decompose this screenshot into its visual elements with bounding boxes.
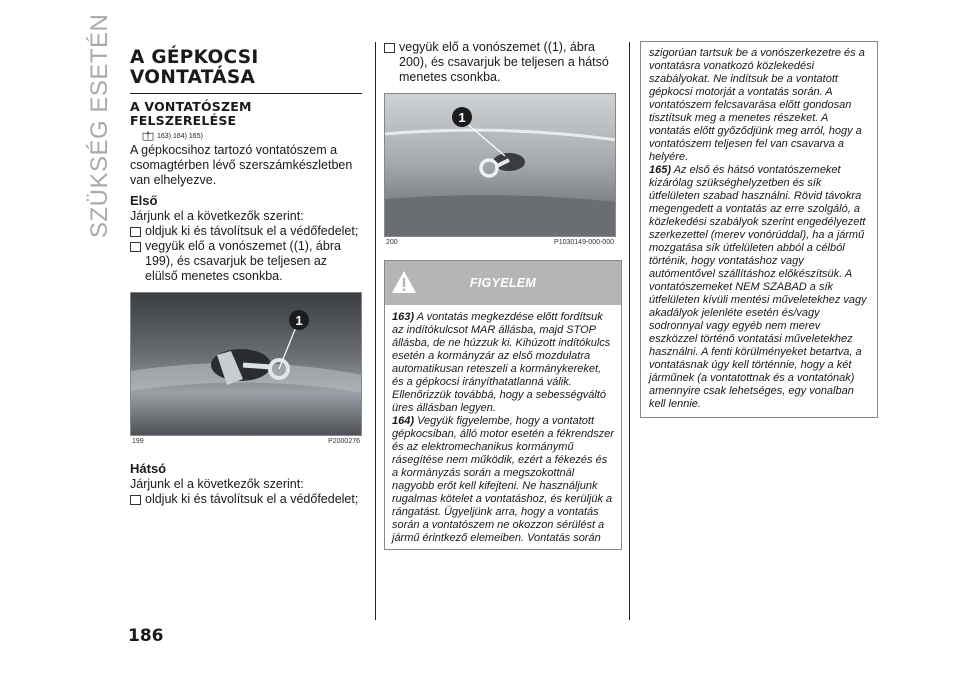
front-step-2-text: vegyük elő a vonószemet ((1), ábra 199), és csavarjuk be teljesen az elülső menetes csonkba.: [145, 239, 341, 283]
warning-165-text: Az első és hátsó vontatószemeket kizárólag szükséghelyzetben és sík útfelületen szabad használni. Rövid távokra megengedett a vontatás az erre szolgáló, a közlekedési szabályok szerint engedélyezett szerkezettel (merev vonórúddal), ha a jármű mozgatása sík útfelületen abból a célból történik, hogy vontatáshoz vagy autómentővel szállításhoz előkészítsük. A vontatószemeket NEM SZABAD a sík útfelületen kívüli mentési műveletekhez vagy akadályok jelenléte esetén és/vagy sodronnyal vagy egyéb nem merev eszközzel történő vontatási műveletekhez használni. A fenti körülményeket betartva, a vontatásnak úgy kell történnie, hogy a két járműnek (a vontatottnak és a vontatónak) amennyire csak lehetséges, egy vonalban kell lennie.: [649, 164, 867, 410]
intro-paragraph: A gépkocsihoz tartozó vontatószem a csomagtérben lévő szerszámkészletben van elhelyezve.: [130, 143, 353, 187]
figure-199-code: P2000276: [328, 438, 360, 445]
warning-163-text: A vontatás megkezdése előtt fordítsuk az indítókulcsot MAR állásba, majd STOP állásba, de ne húzzuk ki. Kihúzott indítókulcs esetén a kormányzár az első mozdulatra automatikusan reteszeli a kormánykereket, és a gépkocsi irányíthatatlanná válik. Ellenőrizzük továbbá, hogy a sebességváltó üres állásban legyen.: [392, 311, 611, 414]
checkbox-bullet-icon: [130, 242, 141, 252]
rear-steps-intro: Járjunk el a következők szerint:: [130, 477, 304, 491]
rear-step-1-text: oldjuk ki és távolítsuk el a védőfedelet;: [145, 492, 359, 506]
warning-164-text: Vegyük figyelembe, hogy a vontatott gépkocsiban, álló motor esetén a fékrendszer és az elektromechanikus kormánymű rásegítése nem működik, ezért a fékezés és a kormányzás során a megszokottnál nagyobb erőt kell kifejteni. Ne használjunk rugalmas kötelet a vontatáshoz, és kerüljük a rángatást. Ügyeljünk arra, hogy a vontatás során a vontatószem ne okozzon sérülést a jármű érintkező elemeiben. Vontatás során: [392, 415, 614, 544]
front-step-2: [130, 239, 362, 284]
warning-header: [385, 261, 621, 305]
subsection-title-line-2: FELSZERELÉSE: [130, 113, 237, 128]
front-steps-intro: Járjunk el a következők szerint:: [130, 209, 304, 223]
warning-title: FIGYELEM: [469, 276, 537, 290]
figure-200-caption: [386, 239, 614, 246]
warning-continuation-box: [640, 41, 878, 418]
figure-200-marker: 1: [458, 110, 466, 125]
figure-199-caption: [132, 438, 360, 445]
checkbox-bullet-icon: [130, 227, 141, 237]
checkbox-bullet-icon: [384, 43, 395, 53]
figure-199-marker: 1: [295, 313, 303, 328]
column-divider-2: [629, 42, 630, 620]
figure-199-number: 199: [132, 438, 144, 445]
warning-references: [142, 131, 362, 141]
page-number: 186: [128, 626, 164, 646]
column-2: [384, 40, 616, 550]
section-title-line-1: A GÉPKOCSI: [130, 47, 259, 68]
figure-199-photo: [130, 292, 362, 436]
section-title-line-2: VONTATÁSA: [130, 67, 256, 88]
warning-165: [649, 164, 869, 411]
warning-164-continuation: szigorúan tartsuk be a vonószerkezetre és a vontatásra vonatkozó közlekedési szabályokat. Ne indítsuk be a vontatott gépkocsi motorját a vontatás során. A vontatószem felcsavarása előtt gondosan tisztítsuk meg a menetes részeket. A vontatás előtt győződjünk meg arról, hogy a vontatószem teljesen fel van csavarva a helyére.: [649, 47, 865, 163]
warning-164: [392, 415, 614, 545]
section-title: [130, 48, 362, 88]
subsection-title: [130, 100, 362, 128]
column-3: [640, 40, 878, 418]
column-divider-1: [375, 42, 376, 620]
checkbox-bullet-icon: [130, 495, 141, 505]
figure-200-number: 200: [386, 239, 398, 246]
rear-step-2-text: vegyük elő a vonószemet ((1), ábra 200), és csavarjuk be teljesen a hátsó menetes csonkba.: [399, 40, 609, 84]
warning-body: [385, 305, 621, 549]
rear-step-1: [130, 492, 362, 507]
front-heading: Első: [130, 193, 158, 208]
front-step-1: [130, 224, 362, 239]
warning-164-ref: 164): [392, 415, 415, 427]
warning-box: [384, 260, 622, 550]
front-step-1-text: oldjuk ki és távolítsuk el a védőfedelet;: [145, 224, 359, 238]
figure-200-code: P1030149-000-000: [554, 239, 614, 246]
front-tow-hook-illustration: [131, 293, 362, 435]
rear-tow-hook-illustration: [385, 94, 616, 236]
column-1: [130, 42, 362, 507]
warning-163-ref: 163): [392, 311, 415, 323]
chapter-title-vertical: SZÜKSÉG ESETÉN: [86, 13, 113, 238]
warning-163: [392, 311, 614, 415]
rear-step-2: [384, 40, 616, 85]
warning-reference-numbers: 163) 164) 165): [157, 132, 203, 140]
figure-200-photo: [384, 93, 616, 237]
title-rule: [130, 93, 362, 94]
book-reference-icon: [142, 131, 154, 141]
rear-heading: Hátsó: [130, 461, 167, 476]
subsection-title-line-1: A VONTATÓSZEM: [130, 99, 252, 114]
chapter-side-label: [82, 13, 113, 250]
warning-165-ref: 165): [649, 164, 672, 176]
